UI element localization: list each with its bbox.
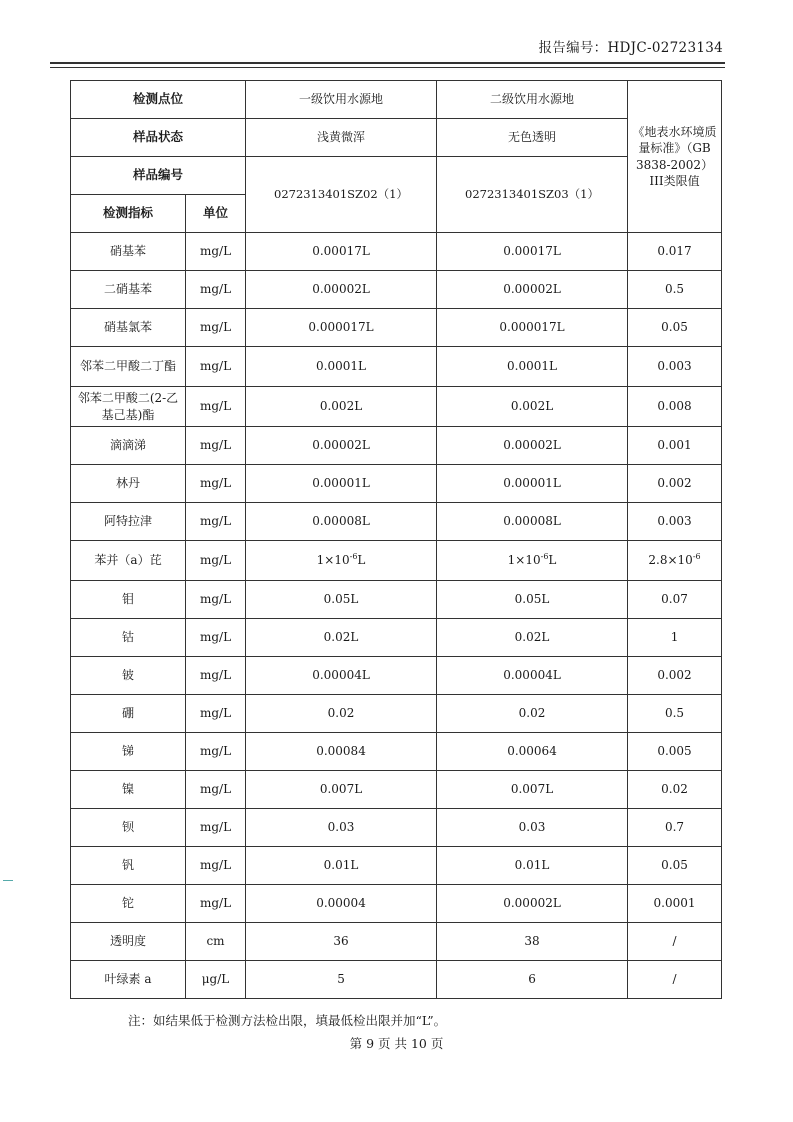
cell-v2: 0.00001L: [437, 465, 628, 503]
scan-artifact: [3, 880, 13, 881]
cell-v2: 0.00002L: [437, 885, 628, 923]
cell-limit: 0.05: [628, 309, 722, 347]
cell-limit: 1: [628, 619, 722, 657]
cell-name: 钼: [71, 581, 186, 619]
cell-limit: 0.001: [628, 427, 722, 465]
cell-name: 锑: [71, 733, 186, 771]
table-row: [71, 309, 722, 347]
cell-v1: 0.05L: [246, 581, 437, 619]
cell-v1: 0.01L: [246, 847, 437, 885]
cell-limit: 0.002: [628, 657, 722, 695]
cell-name: 阿特拉津: [71, 503, 186, 541]
cell-v1: 0.00002L: [246, 427, 437, 465]
value-base: 1×10: [507, 553, 541, 568]
state-2: 无色透明: [437, 119, 628, 157]
cell-v1: 0.03: [246, 809, 437, 847]
sample-no-2: 0272313401SZ03（1）: [437, 157, 628, 233]
cell-limit: 0.003: [628, 503, 722, 541]
cell-limit: 0.008: [628, 387, 722, 427]
table-row: [71, 809, 722, 847]
cell-unit: cm: [186, 923, 246, 961]
cell-unit: mg/L: [186, 581, 246, 619]
cell-limit: [628, 541, 722, 581]
cell-v1: 0.007L: [246, 771, 437, 809]
header-rule-thick: [50, 62, 725, 64]
table-row: [71, 847, 722, 885]
table-row: [71, 885, 722, 923]
value-base: 2.8×10: [648, 553, 693, 568]
cell-unit: mg/L: [186, 427, 246, 465]
standard-limit-header: 《地表水环境质量标准》（GB 3838-2002）III类限值: [628, 81, 722, 233]
cell-v2: 0.02L: [437, 619, 628, 657]
cell-limit: 0.017: [628, 233, 722, 271]
cell-unit: mg/L: [186, 271, 246, 309]
footnote: 注：如结果低于检测方法检出限，填最低检出限并加“L”。: [128, 1013, 447, 1028]
cell-v2: 0.00017L: [437, 233, 628, 271]
cell-unit: mg/L: [186, 503, 246, 541]
cell-unit: mg/L: [186, 309, 246, 347]
table-row: [71, 347, 722, 387]
cell-name: 镍: [71, 771, 186, 809]
cell-limit: 0.5: [628, 271, 722, 309]
cell-name: 钡: [71, 809, 186, 847]
cell-v2: 0.03: [437, 809, 628, 847]
cell-v2: 0.002L: [437, 387, 628, 427]
table-row: [71, 233, 722, 271]
cell-name: 钒: [71, 847, 186, 885]
table-row: [71, 771, 722, 809]
cell-name: 硝基氯苯: [71, 309, 186, 347]
cell-v1: 0.00004: [246, 885, 437, 923]
table-row: [71, 961, 722, 999]
results-rows: [71, 233, 722, 999]
header-state-label: 样品状态: [71, 119, 246, 157]
cell-name: 滴滴涕: [71, 427, 186, 465]
cell-limit: 0.02: [628, 771, 722, 809]
cell-v1: 0.00084: [246, 733, 437, 771]
cell-v2: 0.02: [437, 695, 628, 733]
cell-unit: mg/L: [186, 695, 246, 733]
cell-limit: 0.0001: [628, 885, 722, 923]
cell-unit: mg/L: [186, 771, 246, 809]
cell-limit: 0.07: [628, 581, 722, 619]
page-number: 第 9 页 共 10 页: [349, 1036, 444, 1051]
header-rule-thin: [50, 67, 725, 68]
cell-unit: mg/L: [186, 347, 246, 387]
cell-v2: 0.007L: [437, 771, 628, 809]
cell-unit: mg/L: [186, 657, 246, 695]
cell-name: 硼: [71, 695, 186, 733]
cell-name: 铊: [71, 885, 186, 923]
cell-limit: /: [628, 961, 722, 999]
header-point-label: 检测点位: [71, 81, 246, 119]
cell-name: 铍: [71, 657, 186, 695]
cell-v2: 0.00002L: [437, 427, 628, 465]
cell-v2: 6: [437, 961, 628, 999]
cell-v2: 0.05L: [437, 581, 628, 619]
value-suffix: L: [548, 553, 557, 568]
cell-unit: mg/L: [186, 233, 246, 271]
cell-unit: μg/L: [186, 961, 246, 999]
cell-limit: 0.002: [628, 465, 722, 503]
cell-limit: /: [628, 923, 722, 961]
cell-unit: mg/L: [186, 465, 246, 503]
value-suffix: L: [357, 553, 366, 568]
value-exponent: -6: [692, 552, 701, 562]
table-row: [71, 619, 722, 657]
cell-v1: 0.02: [246, 695, 437, 733]
table-row: [71, 465, 722, 503]
cell-name: 林丹: [71, 465, 186, 503]
cell-v2: 0.01L: [437, 847, 628, 885]
table-row: [71, 541, 722, 581]
cell-v2: [437, 541, 628, 581]
cell-v2: 0.00064: [437, 733, 628, 771]
cell-name: 邻苯二甲酸二(2-乙基己基)酯: [71, 387, 186, 427]
header-sample-no-label: 样品编号: [71, 157, 246, 195]
results-table: [70, 80, 722, 999]
cell-unit: mg/L: [186, 809, 246, 847]
cell-name: 苯并（a）芘: [71, 541, 186, 581]
cell-name: 钴: [71, 619, 186, 657]
cell-v2: 0.000017L: [437, 309, 628, 347]
cell-v1: 0.00002L: [246, 271, 437, 309]
table-row: [71, 923, 722, 961]
header-unit-label: 单位: [186, 195, 246, 233]
cell-v1: 0.00004L: [246, 657, 437, 695]
cell-limit: 0.5: [628, 695, 722, 733]
state-1: 浅黄微浑: [246, 119, 437, 157]
cell-v2: 0.00002L: [437, 271, 628, 309]
cell-limit: 0.7: [628, 809, 722, 847]
cell-v1: [246, 541, 437, 581]
cell-v1: 0.002L: [246, 387, 437, 427]
header-indicator-label: 检测指标: [71, 195, 186, 233]
site-2: 二级饮用水源地: [437, 81, 628, 119]
cell-name: 叶绿素 a: [71, 961, 186, 999]
cell-name: 二硝基苯: [71, 271, 186, 309]
value-exponent: -6: [540, 552, 549, 562]
cell-name: 硝基苯: [71, 233, 186, 271]
cell-v1: 5: [246, 961, 437, 999]
table-row: [71, 427, 722, 465]
cell-unit: mg/L: [186, 619, 246, 657]
cell-v1: 36: [246, 923, 437, 961]
cell-unit: mg/L: [186, 847, 246, 885]
cell-v2: 0.00008L: [437, 503, 628, 541]
cell-limit: 0.05: [628, 847, 722, 885]
cell-v1: 0.0001L: [246, 347, 437, 387]
cell-unit: mg/L: [186, 733, 246, 771]
cell-v2: 38: [437, 923, 628, 961]
cell-v1: 0.000017L: [246, 309, 437, 347]
cell-limit: 0.005: [628, 733, 722, 771]
value-exponent: -6: [349, 552, 358, 562]
sample-no-1: 0272313401SZ02（1）: [246, 157, 437, 233]
value-base: 1×10: [316, 553, 350, 568]
table-row: [71, 387, 722, 427]
cell-v2: 0.00004L: [437, 657, 628, 695]
site-1: 一级饮用水源地: [246, 81, 437, 119]
cell-name: 邻苯二甲酸二丁酯: [71, 347, 186, 387]
table-row: [71, 581, 722, 619]
table-row: [71, 271, 722, 309]
table-row: [71, 733, 722, 771]
cell-v1: 0.00017L: [246, 233, 437, 271]
table-row: [71, 657, 722, 695]
table-row: [71, 695, 722, 733]
table-row: [71, 503, 722, 541]
cell-unit: mg/L: [186, 885, 246, 923]
cell-limit: 0.003: [628, 347, 722, 387]
cell-unit: mg/L: [186, 387, 246, 427]
cell-v1: 0.00008L: [246, 503, 437, 541]
cell-name: 透明度: [71, 923, 186, 961]
cell-v1: 0.00001L: [246, 465, 437, 503]
cell-v2: 0.0001L: [437, 347, 628, 387]
cell-v1: 0.02L: [246, 619, 437, 657]
report-number: 报告编号：HDJC-02723134: [538, 40, 723, 56]
cell-unit: mg/L: [186, 541, 246, 581]
